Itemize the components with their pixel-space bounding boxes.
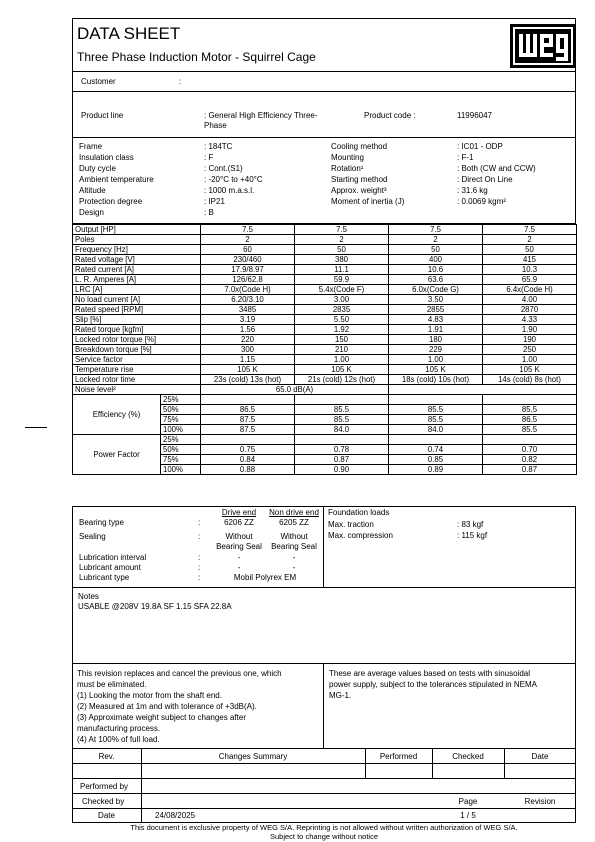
- row-value: 10.3: [483, 265, 577, 275]
- row-value: 85.5: [295, 405, 389, 415]
- row-value: 2: [389, 235, 483, 245]
- row-value: 105 K: [483, 365, 577, 375]
- performance-table: [72, 224, 577, 475]
- date-value: 24/08/2025: [155, 811, 196, 820]
- revision-header-changes: Changes Summary: [218, 752, 288, 761]
- footnote-line: (4) At 100% of full load.: [77, 735, 160, 744]
- table-row: [73, 325, 577, 335]
- row-value: 84.0: [295, 425, 389, 435]
- row-value: 21s (cold) 12s (hot): [295, 375, 389, 385]
- row-value: 7.5: [295, 225, 389, 235]
- footnote-right-line: MG-1.: [329, 691, 352, 700]
- bearing-nde-value: Without: [280, 532, 308, 541]
- row-label: Rated voltage [V]: [73, 255, 201, 265]
- footnote-line: This revision replaces and cancel the previous one, which: [77, 669, 282, 678]
- spec-right-label: Moment of inertia (J): [331, 197, 405, 206]
- table-row: [73, 265, 577, 275]
- row-label: L. R. Amperes [A]: [73, 275, 201, 285]
- footnote-line: (1) Looking the motor from the shaft end.: [77, 691, 222, 700]
- row-value: 6.0x(Code G): [389, 285, 483, 295]
- footnote-line: (3) Approximate weight subject to changes after: [77, 713, 246, 722]
- product-line-value: : General High Efficiency Three-: [204, 111, 318, 120]
- row-value: 4.83: [389, 315, 483, 325]
- row-value: 0.75: [201, 445, 295, 455]
- table-row: [73, 295, 577, 305]
- spec-left-value: : IP21: [204, 197, 225, 206]
- footnote-right-line: These are average values based on tests with sinusoidal: [329, 669, 531, 678]
- row-label: Rated torque [kgfm]: [73, 325, 201, 335]
- row-value: 85.5: [389, 405, 483, 415]
- bearing-nde-value: -: [292, 563, 296, 572]
- row-value: 85.5: [389, 415, 483, 425]
- page-title: DATA SHEET: [77, 24, 181, 43]
- bearing-row-label: Lubricant amount: [79, 563, 141, 572]
- spec-left-label: Ambient temperature: [79, 175, 154, 184]
- customer-colon: :: [179, 77, 182, 86]
- spec-right-value: : 0.0069 kgm²: [457, 197, 506, 206]
- foundation-label: Max. compression: [328, 531, 393, 540]
- row-label: No load current [A]: [73, 295, 201, 305]
- table-row: [73, 435, 577, 445]
- footnote-line: (2) Measured at 1m and with tolerance of +3dB(A).: [77, 702, 257, 711]
- row-value: 1.56: [201, 325, 295, 335]
- table-row: [73, 315, 577, 325]
- row-value: 87.5: [201, 425, 295, 435]
- foundation-value: : 115 kgf: [457, 531, 488, 540]
- table-row: [73, 245, 577, 255]
- page-subtitle: Three Phase Induction Motor - Squirrel Cage: [77, 50, 316, 64]
- date-label: Date: [98, 811, 115, 820]
- table-row: [73, 385, 577, 395]
- revision-line: [72, 793, 576, 794]
- row-value: 0.74: [389, 445, 483, 455]
- row-value: [295, 395, 389, 405]
- row-value: 4.00: [483, 295, 577, 305]
- table-row: [73, 345, 577, 355]
- empty-cell: [389, 385, 577, 395]
- revision-line: [72, 763, 576, 764]
- spec-left-value: : F: [204, 153, 214, 162]
- row-value: 126/62.8: [201, 275, 295, 285]
- load-label: 50%: [161, 405, 201, 415]
- lubricant-type-value: Mobil Polyrex EM: [233, 573, 297, 582]
- spec-left-value: : -20°C to +40°C: [204, 175, 263, 184]
- spec-left-value: : Cont.(S1): [204, 164, 243, 173]
- performed-by-label: Performed by: [80, 782, 129, 791]
- row-label: Locked rotor torque [%]: [73, 335, 201, 345]
- spec-left-label: Altitude: [79, 186, 106, 195]
- row-value: [295, 435, 389, 445]
- row-value: 85.5: [483, 425, 577, 435]
- load-label: 100%: [161, 465, 201, 475]
- row-value: 0.87: [483, 465, 577, 475]
- spec-right-value: : IC01 - ODP: [457, 142, 503, 151]
- row-value: 0.89: [389, 465, 483, 475]
- table-row: [73, 235, 577, 245]
- row-value: 6.4x(Code H): [483, 285, 577, 295]
- row-value: 0.78: [295, 445, 389, 455]
- table-row: [73, 275, 577, 285]
- customer-box: [72, 71, 576, 92]
- footnotes-divider: [323, 663, 324, 749]
- row-value: 190: [483, 335, 577, 345]
- row-value: 150: [295, 335, 389, 345]
- load-label: 75%: [161, 455, 201, 465]
- row-value: 0.87: [295, 455, 389, 465]
- row-value: 2870: [483, 305, 577, 315]
- bearing-nde-value: Bearing Seal: [271, 542, 317, 551]
- row-label: Rated current [A]: [73, 265, 201, 275]
- row-label: Rated speed [RPM]: [73, 305, 201, 315]
- row-value: 63.6: [389, 275, 483, 285]
- row-value: 1.92: [295, 325, 389, 335]
- row-value: 1.91: [389, 325, 483, 335]
- row-value: 65.0 dB(A): [201, 385, 389, 395]
- row-value: 17.9/8.97: [201, 265, 295, 275]
- table-row: [73, 285, 577, 295]
- load-label: 75%: [161, 415, 201, 425]
- spec-right-label: Cooling method: [331, 142, 388, 151]
- row-value: 50: [295, 245, 389, 255]
- row-value: 7.5: [483, 225, 577, 235]
- bearing-de-value: Without: [225, 532, 253, 541]
- bearing-row-label: Lubrication interval: [79, 553, 147, 562]
- row-value: 23s (cold) 13s (hot): [201, 375, 295, 385]
- revision-header-performed: Performed: [379, 752, 418, 761]
- power_factor-group-label: Power Factor: [73, 435, 161, 475]
- row-value: 1.00: [483, 355, 577, 365]
- bearing-row-colon: :: [198, 518, 201, 527]
- row-value: 0.84: [201, 455, 295, 465]
- load-label: 50%: [161, 445, 201, 455]
- row-value: [389, 435, 483, 445]
- foundation-title: Foundation loads: [328, 508, 390, 517]
- row-value: [201, 395, 295, 405]
- row-value: 2: [201, 235, 295, 245]
- row-label: Breakdown torque [%]: [73, 345, 201, 355]
- revision-label: Revision: [524, 797, 556, 806]
- bearing-row-colon: :: [198, 553, 201, 562]
- table-row: [73, 375, 577, 385]
- checked-by-label: Checked by: [82, 797, 125, 806]
- table-row: [73, 305, 577, 315]
- revision-header-date: Date: [531, 752, 549, 761]
- spec-left-value: : B: [204, 208, 214, 217]
- foundation-label: Max. traction: [328, 520, 374, 529]
- non-drive-end-header: Non drive end: [269, 508, 319, 517]
- row-value: 2855: [389, 305, 483, 315]
- row-value: 229: [389, 345, 483, 355]
- weg-logo: [510, 24, 576, 68]
- page-value: 1 / 5: [460, 811, 476, 820]
- bearing-nde-value: 6205 ZZ: [279, 518, 309, 527]
- row-value: 0.70: [483, 445, 577, 455]
- row-value: 400: [389, 255, 483, 265]
- product-line-label: Product line: [81, 111, 124, 120]
- row-value: [483, 435, 577, 445]
- row-value: 105 K: [201, 365, 295, 375]
- table-row: [73, 335, 577, 345]
- bearing-row-colon: :: [198, 563, 201, 572]
- row-value: 105 K: [295, 365, 389, 375]
- notes-title: Notes: [78, 592, 99, 601]
- row-value: 65.9: [483, 275, 577, 285]
- row-value: 0.85: [389, 455, 483, 465]
- spec-right-value: : Direct On Line: [457, 175, 513, 184]
- spec-right-label: Mounting: [331, 153, 364, 162]
- row-value: 220: [201, 335, 295, 345]
- row-value: 0.88: [201, 465, 295, 475]
- row-value: 210: [295, 345, 389, 355]
- notes-text: USABLE @208V 19.8A SF 1.15 SFA 22.8A: [78, 602, 232, 611]
- margin-mark: [25, 427, 47, 428]
- load-label: 25%: [161, 435, 201, 445]
- row-value: 5.4x(Code F): [295, 285, 389, 295]
- table-row: [73, 365, 577, 375]
- row-value: 14s (cold) 8s (hot): [483, 375, 577, 385]
- row-label: Output [HP]: [73, 225, 201, 235]
- lubricant-type-colon: :: [198, 573, 201, 582]
- row-value: 0.90: [295, 465, 389, 475]
- row-value: 10.6: [389, 265, 483, 275]
- product-code-label: Product code :: [364, 111, 416, 120]
- row-value: 87.5: [201, 415, 295, 425]
- bearing-de-value: 6206 ZZ: [224, 518, 254, 527]
- row-label: Service factor: [73, 355, 201, 365]
- foundation-value: : 83 kgf: [457, 520, 484, 529]
- revision-header-checked: Checked: [452, 752, 484, 761]
- spec-right-label: Rotation¹: [331, 164, 364, 173]
- row-value: 3485: [201, 305, 295, 315]
- spec-left-label: Design: [79, 208, 104, 217]
- page-label: Page: [458, 797, 478, 806]
- row-value: [389, 395, 483, 405]
- revision-line: [72, 778, 576, 779]
- row-label: Locked rotor time: [73, 375, 201, 385]
- row-value: 2: [483, 235, 577, 245]
- row-value: 86.5: [201, 405, 295, 415]
- row-value: 85.5: [483, 405, 577, 415]
- row-value: 105 K: [389, 365, 483, 375]
- load-label: 25%: [161, 395, 201, 405]
- spec-left-value: : 184TC: [204, 142, 233, 151]
- bearing-de-value: -: [237, 563, 241, 572]
- table-row: [73, 355, 577, 365]
- row-value: 86.5: [483, 415, 577, 425]
- footnote-line: must be eliminated.: [77, 680, 147, 689]
- row-value: [201, 435, 295, 445]
- spec-right-label: Approx. weight³: [331, 186, 387, 195]
- row-value: 1.90: [483, 325, 577, 335]
- row-value: 18s (cold) 10s (hot): [389, 375, 483, 385]
- revision-line: [72, 808, 576, 809]
- row-label: Noise level²: [73, 385, 201, 395]
- drive-end-header: Drive end: [221, 508, 257, 517]
- row-value: 50: [483, 245, 577, 255]
- lubricant-type-label: Lubricant type: [79, 573, 130, 582]
- row-value: 300: [201, 345, 295, 355]
- row-value: 59.9: [295, 275, 389, 285]
- row-value: [483, 395, 577, 405]
- row-value: 1.15: [201, 355, 295, 365]
- customer-label: Customer: [81, 77, 116, 86]
- row-label: Temperature rise: [73, 365, 201, 375]
- row-value: 85.5: [295, 415, 389, 425]
- footer-disclaimer: This document is exclusive property of WEG S/A. Reprinting is not allowed without written authorization of WEG S/A.: [130, 823, 518, 832]
- row-value: 5.50: [295, 315, 389, 325]
- row-value: 50: [389, 245, 483, 255]
- row-value: 3.50: [389, 295, 483, 305]
- row-value: 0.82: [483, 455, 577, 465]
- bearing-row-colon: :: [198, 532, 201, 541]
- row-value: 415: [483, 255, 577, 265]
- notes-box: [72, 587, 576, 664]
- row-value: 4.33: [483, 315, 577, 325]
- row-value: 2: [295, 235, 389, 245]
- footnote-right-line: power supply, subject to the tolerances stipulated in NEMA: [329, 680, 537, 689]
- product-box: [72, 91, 576, 138]
- spec-right-label: Starting method: [331, 175, 388, 184]
- efficiency-group-label: Efficiency (%): [73, 395, 161, 435]
- row-value: 1.00: [295, 355, 389, 365]
- spec-left-label: Protection degree: [79, 197, 143, 206]
- table-row: [73, 255, 577, 265]
- product-line-value-cont: Phase: [204, 121, 227, 130]
- row-value: 6.20/3.10: [201, 295, 295, 305]
- spec-left-label: Frame: [79, 142, 103, 151]
- bearing-row-label: Sealing: [79, 532, 106, 541]
- footer-notice: Subject to change without notice: [270, 832, 378, 841]
- row-value: 3.19: [201, 315, 295, 325]
- spec-right-value: : F-1: [457, 153, 474, 162]
- row-value: 11.1: [295, 265, 389, 275]
- row-value: 180: [389, 335, 483, 345]
- row-value: 7.5: [201, 225, 295, 235]
- spec-right-value: : Both (CW and CCW): [457, 164, 536, 173]
- footnote-line: manufacturing process.: [77, 724, 161, 733]
- load-label: 100%: [161, 425, 201, 435]
- row-value: 3.00: [295, 295, 389, 305]
- bearing-nde-value: -: [292, 553, 296, 562]
- row-label: Poles: [73, 235, 201, 245]
- row-label: Frequency [Hz]: [73, 245, 201, 255]
- bearing-de-value: -: [237, 553, 241, 562]
- row-label: Slip [%]: [73, 315, 201, 325]
- revision-header-rev: Rev.: [98, 752, 115, 761]
- row-value: 380: [295, 255, 389, 265]
- table-row: [73, 395, 577, 405]
- row-value: 7.0x(Code H): [201, 285, 295, 295]
- row-label: LRC [A]: [73, 285, 201, 295]
- row-value: 230/460: [201, 255, 295, 265]
- bearing-de-value: Bearing Seal: [216, 542, 262, 551]
- spec-left-label: Duty cycle: [79, 164, 116, 173]
- row-value: 60: [201, 245, 295, 255]
- row-value: 2835: [295, 305, 389, 315]
- spec-right-value: : 31.6 kg: [457, 186, 488, 195]
- table-row: [73, 225, 577, 235]
- row-value: 1.00: [389, 355, 483, 365]
- spec-left-value: : 1000 m.a.s.l.: [204, 186, 255, 195]
- bearing-row-label: Bearing type: [79, 518, 124, 527]
- product-code-value: 11996047: [457, 111, 492, 120]
- row-value: 7.5: [389, 225, 483, 235]
- spec-left-label: Insulation class: [79, 153, 134, 162]
- row-value: 84.0: [389, 425, 483, 435]
- row-value: 250: [483, 345, 577, 355]
